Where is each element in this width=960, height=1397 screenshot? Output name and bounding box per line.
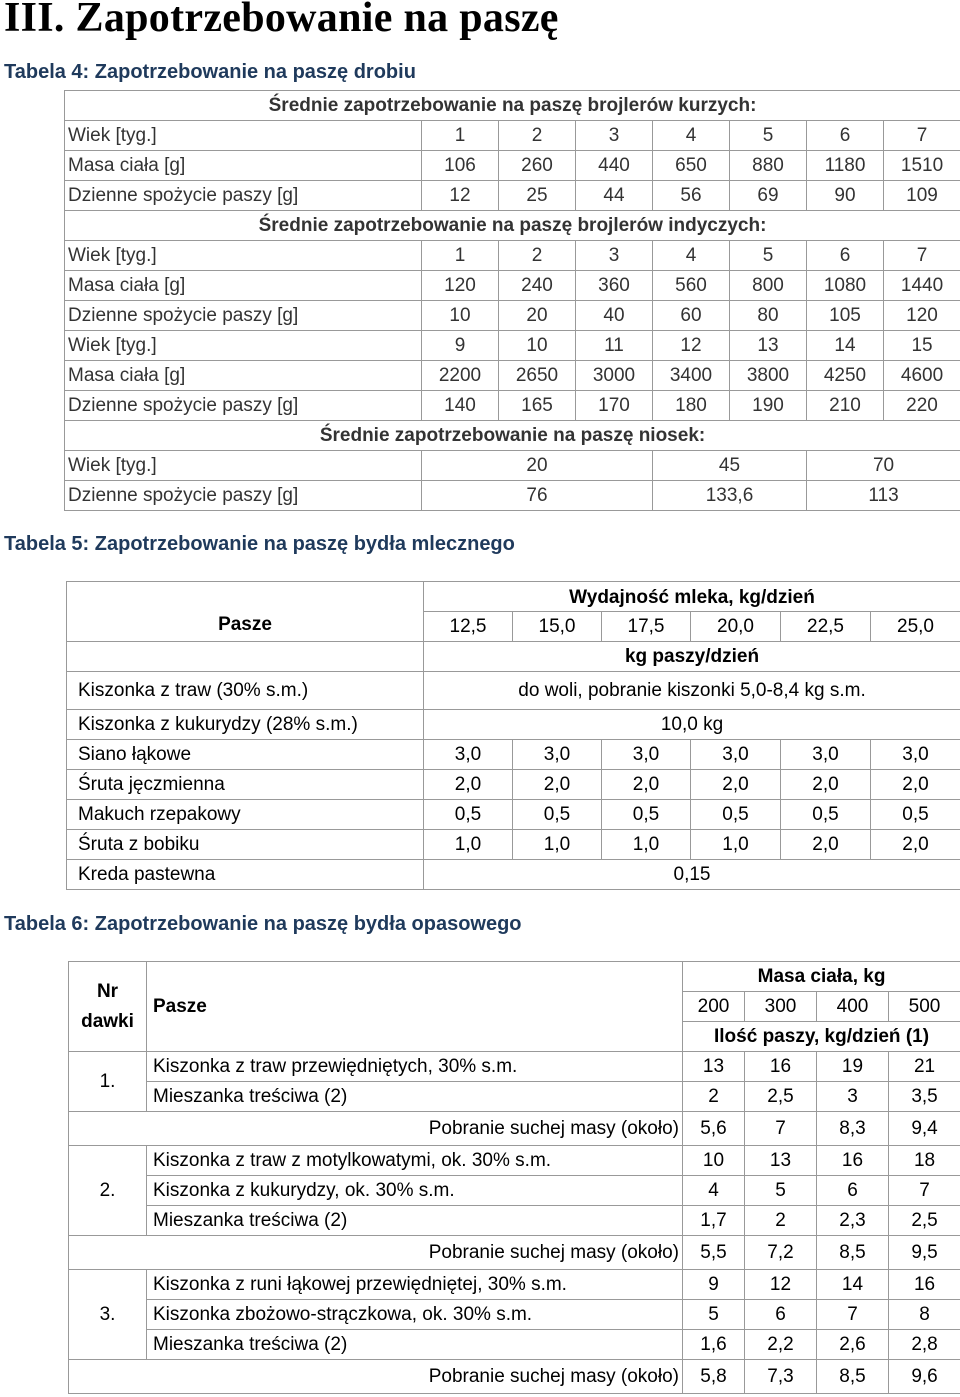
empty-cell: [67, 642, 424, 672]
cell-value: 560: [653, 271, 730, 301]
cell-value: 12: [745, 1270, 817, 1300]
table-row: [65, 271, 960, 301]
row-label: Dzienne spożycie paszy [g]: [65, 301, 422, 331]
mass-value: 200: [683, 992, 745, 1022]
cell-value: 2,0: [871, 830, 960, 860]
cell-value: 70: [807, 451, 960, 481]
milk-level: 22,5: [781, 612, 871, 642]
cell-value: 45: [653, 451, 807, 481]
section-heading: Średnie zapotrzebowanie na paszę brojlerów kurzych:: [65, 91, 960, 121]
cell-value: 0,5: [602, 800, 691, 830]
intake-value: 5,5: [683, 1236, 745, 1270]
cell-value: 133,6: [653, 481, 807, 511]
section-heading: Średnie zapotrzebowanie na paszę brojlerów indyczych:: [65, 211, 960, 241]
table-row: [69, 1300, 960, 1330]
cell-value: 140: [422, 391, 499, 421]
cell-value: 9: [683, 1270, 745, 1300]
t5-row-label: Kiszonka z traw (30% s.m.): [67, 672, 424, 710]
cell-value: 20: [499, 301, 576, 331]
cell-value: 3,0: [602, 740, 691, 770]
intake-row: [69, 1360, 960, 1394]
table5-caption: Tabela 5: Zapotrzebowanie na paszę bydła mlecznego: [4, 533, 515, 555]
milk-yield-header: Wydajność mleka, kg/dzień: [424, 582, 960, 612]
cell-value: 1440: [884, 271, 960, 301]
cell-value: 3400: [653, 361, 730, 391]
cell-value: 1510: [884, 151, 960, 181]
cell-value: 0,5: [513, 800, 602, 830]
cell-value: 260: [499, 151, 576, 181]
cell-value: 16: [817, 1146, 889, 1176]
cell-value: 4250: [807, 361, 884, 391]
mass-value: 500: [889, 992, 960, 1022]
table5-dairy-cattle: [66, 581, 960, 890]
cell-value: 9: [422, 331, 499, 361]
cell-value: 3: [576, 241, 653, 271]
cell-value: 1180: [807, 151, 884, 181]
cell-value: 8: [889, 1300, 960, 1330]
cell-value: 6: [817, 1176, 889, 1206]
row-label: Wiek [tyg.]: [65, 451, 422, 481]
cell-value: 1,0: [691, 830, 781, 860]
cell-value: 3,0: [691, 740, 781, 770]
cell-value: 10: [422, 301, 499, 331]
t5-row-label: Siano łąkowe: [67, 740, 424, 770]
cell-value: 2,0: [871, 770, 960, 800]
cell-value: 12: [422, 181, 499, 211]
cell-value: 16: [889, 1270, 960, 1300]
table-row: [65, 391, 960, 421]
table4-caption: Tabela 4: Zapotrzebowanie na paszę drobiu: [4, 61, 416, 83]
milk-level: 25,0: [871, 612, 960, 642]
t5-row-label: Kreda pastewna: [67, 860, 424, 890]
cell-value: 90: [807, 181, 884, 211]
intake-value: 5,8: [683, 1360, 745, 1394]
intake-row: [69, 1112, 960, 1146]
cell-value: 4: [683, 1176, 745, 1206]
cell-value: 220: [884, 391, 960, 421]
table6-caption: Tabela 6: Zapotrzebowanie na paszę bydła opasowego: [4, 913, 522, 935]
cell-value: 2,5: [889, 1206, 960, 1236]
cell-value: 2: [745, 1206, 817, 1236]
cell-value: 13: [745, 1146, 817, 1176]
table4-poultry: [64, 90, 960, 511]
t5-row-value: 10,0 kg: [424, 710, 960, 740]
cell-value: 10: [683, 1146, 745, 1176]
cell-value: 190: [730, 391, 807, 421]
intake-value: 7,3: [745, 1360, 817, 1394]
feed-label: Kiszonka z runi łąkowej przewiędniętej, 30% s.m.: [147, 1270, 683, 1300]
cell-value: 2,0: [691, 770, 781, 800]
cell-value: 21: [889, 1052, 960, 1082]
cell-value: 1: [422, 241, 499, 271]
cell-value: 2,2: [745, 1330, 817, 1360]
cell-value: 1,0: [424, 830, 513, 860]
table-row: [65, 361, 960, 391]
cell-value: 76: [422, 481, 653, 511]
cell-value: 2: [499, 121, 576, 151]
cell-value: 5: [745, 1176, 817, 1206]
table-row: [67, 770, 960, 800]
table-row: [65, 331, 960, 361]
row-label: Wiek [tyg.]: [65, 331, 422, 361]
cell-value: 210: [807, 391, 884, 421]
cell-value: 13: [730, 331, 807, 361]
feed-label: Kiszonka zbożowo-strączkowa, ok. 30% s.m.: [147, 1300, 683, 1330]
row-label: Dzienne spożycie paszy [g]: [65, 481, 422, 511]
pasze-header: Pasze: [147, 962, 683, 1052]
cell-value: 2,3: [817, 1206, 889, 1236]
table-row: [67, 800, 960, 830]
cell-value: 3,0: [781, 740, 871, 770]
cell-value: 1,0: [602, 830, 691, 860]
cell-value: 1,0: [513, 830, 602, 860]
cell-value: 44: [576, 181, 653, 211]
t5-row-value: do woli, pobranie kiszonki 5,0-8,4 kg s.m.: [424, 672, 960, 710]
cell-value: 106: [422, 151, 499, 181]
ration-number: 1.: [69, 1052, 147, 1112]
cell-value: 2650: [499, 361, 576, 391]
cell-value: 2,8: [889, 1330, 960, 1360]
row-label: Dzienne spożycie paszy [g]: [65, 391, 422, 421]
table-row: [65, 301, 960, 331]
cell-value: 360: [576, 271, 653, 301]
mass-value: 400: [817, 992, 889, 1022]
table-row: [65, 121, 960, 151]
cell-value: 2,0: [781, 770, 871, 800]
cell-value: 3: [817, 1082, 889, 1112]
cell-value: 440: [576, 151, 653, 181]
cell-value: 6: [745, 1300, 817, 1330]
cell-value: 120: [422, 271, 499, 301]
table-row: [69, 1176, 960, 1206]
table-row: [69, 1146, 960, 1176]
milk-level: 20,0: [691, 612, 781, 642]
cell-value: 12: [653, 331, 730, 361]
intake-value: 9,5: [889, 1236, 960, 1270]
row-label: Dzienne spożycie paszy [g]: [65, 181, 422, 211]
cell-value: 3800: [730, 361, 807, 391]
cell-value: 5: [683, 1300, 745, 1330]
cell-value: 19: [817, 1052, 889, 1082]
cell-value: 4: [653, 121, 730, 151]
cell-value: 5: [730, 241, 807, 271]
intake-value: 9,4: [889, 1112, 960, 1146]
cell-value: 2,6: [817, 1330, 889, 1360]
intake-row: [69, 1236, 960, 1270]
unit-header: kg paszy/dzień: [424, 642, 960, 672]
cell-value: 60: [653, 301, 730, 331]
feed-label: Mieszanka treściwa (2): [147, 1082, 683, 1112]
cell-value: 6: [807, 241, 884, 271]
intake-label: Pobranie suchej masy (około): [69, 1236, 683, 1270]
cell-value: 16: [745, 1052, 817, 1082]
cell-value: 1,6: [683, 1330, 745, 1360]
milk-level: 17,5: [602, 612, 691, 642]
intake-value: 5,6: [683, 1112, 745, 1146]
t5-row-label: Kiszonka z kukurydzy (28% s.m.): [67, 710, 424, 740]
cell-value: 11: [576, 331, 653, 361]
t5-row-value: 0,15: [424, 860, 960, 890]
ration-number: 2.: [69, 1146, 147, 1236]
table-row: [69, 1270, 960, 1300]
section-heading: Średnie zapotrzebowanie na paszę niosek:: [65, 421, 960, 451]
cell-value: 7: [817, 1300, 889, 1330]
cell-value: 2: [683, 1082, 745, 1112]
cell-value: 14: [807, 331, 884, 361]
cell-value: 18: [889, 1146, 960, 1176]
cell-value: 0,5: [781, 800, 871, 830]
intake-value: 7: [745, 1112, 817, 1146]
row-label: Masa ciała [g]: [65, 151, 422, 181]
table-row: [65, 451, 960, 481]
cell-value: 6: [807, 121, 884, 151]
table-row: [69, 1330, 960, 1360]
nr-dawki-header: Nr dawki: [69, 962, 147, 1052]
cell-value: 2,0: [424, 770, 513, 800]
cell-value: 170: [576, 391, 653, 421]
cell-value: 13: [683, 1052, 745, 1082]
row-label: Masa ciała [g]: [65, 361, 422, 391]
cell-value: 4: [653, 241, 730, 271]
intake-value: 9,6: [889, 1360, 960, 1394]
cell-value: 3000: [576, 361, 653, 391]
intake-value: 7,2: [745, 1236, 817, 1270]
cell-value: 1080: [807, 271, 884, 301]
feed-label: Kiszonka z traw z motylkowatymi, ok. 30% s.m.: [147, 1146, 683, 1176]
intake-value: 8,3: [817, 1112, 889, 1146]
table-row: [65, 151, 960, 181]
cell-value: 56: [653, 181, 730, 211]
cell-value: 3,0: [871, 740, 960, 770]
cell-value: 80: [730, 301, 807, 331]
cell-value: 25: [499, 181, 576, 211]
feed-label: Mieszanka treściwa (2): [147, 1206, 683, 1236]
t5-row-label: Śruta z bobiku: [67, 830, 424, 860]
pasze-header: Pasze: [67, 582, 424, 642]
cell-value: 165: [499, 391, 576, 421]
cell-value: 2,0: [602, 770, 691, 800]
cell-value: 40: [576, 301, 653, 331]
cell-value: 3,5: [889, 1082, 960, 1112]
milk-level: 15,0: [513, 612, 602, 642]
table-row: [69, 1082, 960, 1112]
cell-value: 1,7: [683, 1206, 745, 1236]
cell-value: 240: [499, 271, 576, 301]
cell-value: 2,5: [745, 1082, 817, 1112]
body-mass-header: Masa ciała, kg: [683, 962, 960, 992]
cell-value: 880: [730, 151, 807, 181]
table-row: [69, 1206, 960, 1236]
cell-value: 15: [884, 331, 960, 361]
cell-value: 120: [884, 301, 960, 331]
cell-value: 3,0: [513, 740, 602, 770]
row-label: Masa ciała [g]: [65, 271, 422, 301]
cell-value: 3,0: [424, 740, 513, 770]
cell-value: 109: [884, 181, 960, 211]
table-row: [65, 481, 960, 511]
feed-label: Mieszanka treściwa (2): [147, 1330, 683, 1360]
cell-value: 2,0: [781, 830, 871, 860]
intake-label: Pobranie suchej masy (około): [69, 1112, 683, 1146]
cell-value: 650: [653, 151, 730, 181]
intake-value: 8,5: [817, 1236, 889, 1270]
cell-value: 0,5: [871, 800, 960, 830]
cell-value: 10: [499, 331, 576, 361]
t5-row-label: Śruta jęczmienna: [67, 770, 424, 800]
cell-value: 7: [884, 241, 960, 271]
mass-value: 300: [745, 992, 817, 1022]
cell-value: 14: [817, 1270, 889, 1300]
feed-label: Kiszonka z traw przewiędniętych, 30% s.m.: [147, 1052, 683, 1082]
cell-value: 2200: [422, 361, 499, 391]
cell-value: 5: [730, 121, 807, 151]
cell-value: 20: [422, 451, 653, 481]
table-row: [65, 241, 960, 271]
row-label: Wiek [tyg.]: [65, 121, 422, 151]
feed-label: Kiszonka z kukurydzy, ok. 30% s.m.: [147, 1176, 683, 1206]
cell-value: 800: [730, 271, 807, 301]
cell-value: 105: [807, 301, 884, 331]
cell-value: 113: [807, 481, 960, 511]
cell-value: 2: [499, 241, 576, 271]
intake-value: 8,5: [817, 1360, 889, 1394]
table-row: [67, 740, 960, 770]
t5-row-label: Makuch rzepakowy: [67, 800, 424, 830]
table-row: [69, 1052, 960, 1082]
cell-value: 4600: [884, 361, 960, 391]
cell-value: 0,5: [424, 800, 513, 830]
table-row: [65, 181, 960, 211]
cell-value: 0,5: [691, 800, 781, 830]
cell-value: 7: [884, 121, 960, 151]
amount-header: Ilość paszy, kg/dzień (1): [683, 1022, 960, 1052]
cell-value: 3: [576, 121, 653, 151]
milk-level: 12,5: [424, 612, 513, 642]
cell-value: 1: [422, 121, 499, 151]
row-label: Wiek [tyg.]: [65, 241, 422, 271]
cell-value: 180: [653, 391, 730, 421]
page-title: III. Zapotrzebowanie na paszę: [4, 0, 559, 41]
table-row: [67, 830, 960, 860]
ration-number: 3.: [69, 1270, 147, 1360]
cell-value: 69: [730, 181, 807, 211]
intake-label: Pobranie suchej masy (około): [69, 1360, 683, 1394]
cell-value: 7: [889, 1176, 960, 1206]
table6-beef-cattle: [68, 961, 960, 1394]
cell-value: 2,0: [513, 770, 602, 800]
